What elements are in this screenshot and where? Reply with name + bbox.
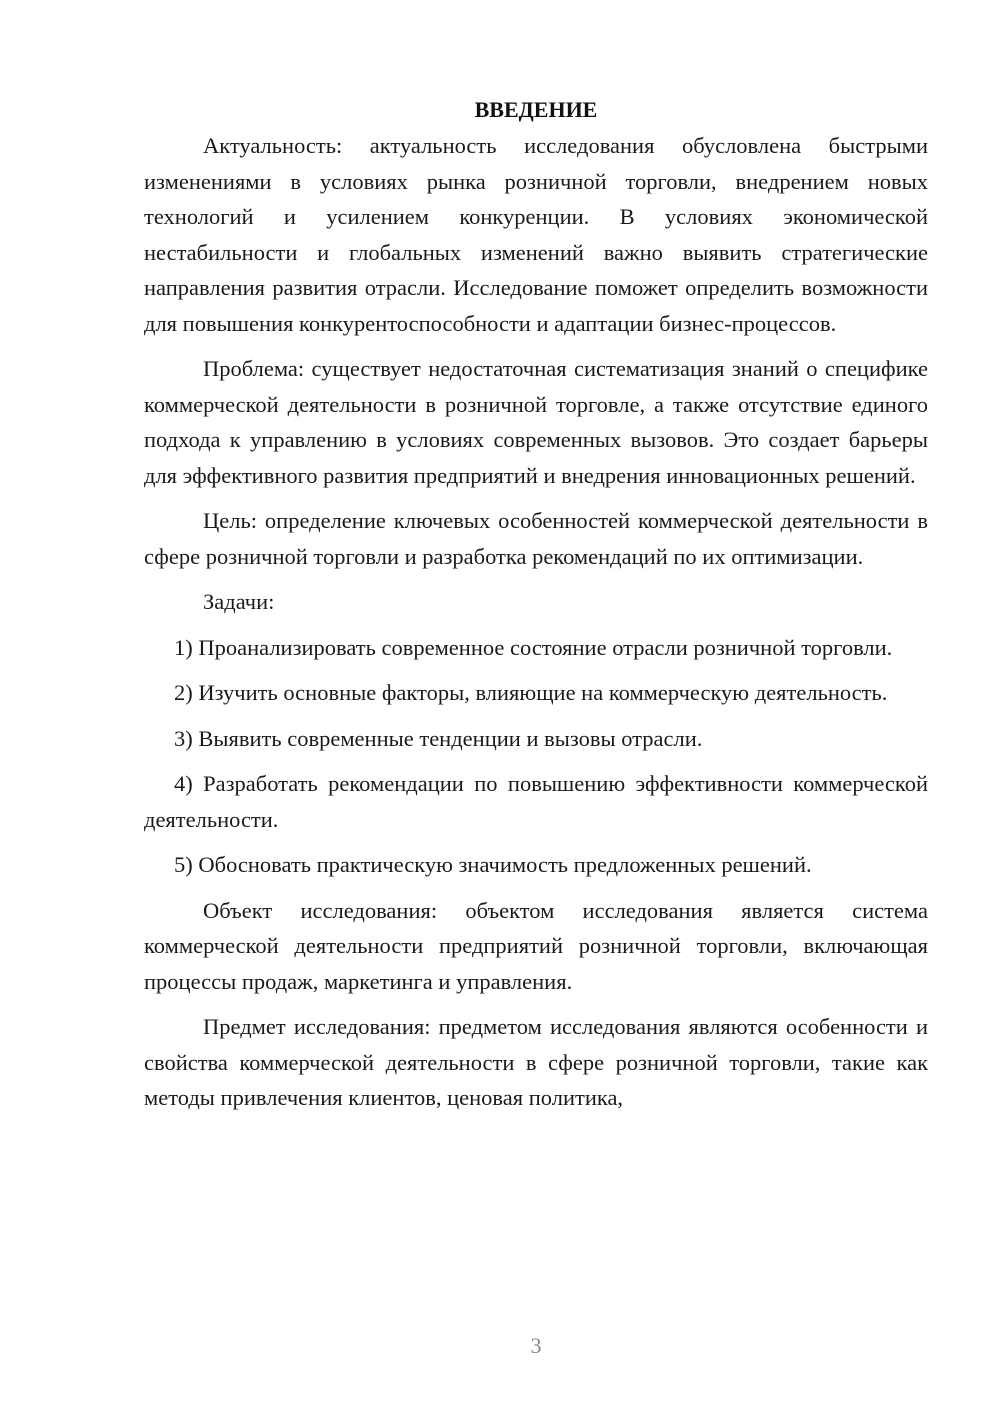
paragraph-problem: Проблема: существует недостаточная систематизация знаний о специфике коммерческой деятельности в розничной торговле, а также отсутствие единого подхода к управлению в условиях современных вызовов. Это создает барьеры для эффективного развития предприятий и внедрения инновационных решений. bbox=[144, 356, 928, 488]
paragraph-relevance: Актуальность: актуальность исследования обусловлена быстрыми изменениями в условиях рынка розничной торговли, внедрением новых технологий и усилением конкуренции. В условиях экономической нестабильности и глобальных изменений важно выявить стратегические направления развития отрасли. Исследование поможет определить возможности для повышения конкурентоспособности и адаптации бизнес-процессов. bbox=[144, 133, 928, 336]
section-heading: ВВЕДЕНИЕ bbox=[474, 97, 598, 122]
paragraph-object: Объект исследования: объектом исследования является система коммерческой деятельности предприятий розничной торговли, включающая процессы продаж, маркетинга и управления. bbox=[144, 897, 928, 994]
tasks-label: Задачи: bbox=[203, 589, 275, 614]
paragraph-subject: Предмет исследования: предметом исследования являются особенности и свойства коммерческой деятельности в сфере розничной торговли, такие как методы привлечения клиентов, ценовая политика, bbox=[144, 1014, 928, 1110]
paragraph-goal: Цель: определение ключевых особенностей коммерческой деятельности в сфере розничной торговли и разработка рекомендаций по их оптимизации. bbox=[144, 508, 928, 569]
task-item-3: 3) Выявить современные тенденции и вызовы отрасли. bbox=[174, 725, 703, 751]
page-number: 3 bbox=[530, 1333, 542, 1358]
task-item-4: 4) Разработать рекомендации по повышению эффективности коммерческой деятельности. bbox=[144, 771, 928, 832]
task-item-1: 1) Проанализировать современное состояние отрасли розничной торговли. bbox=[174, 634, 893, 660]
page-content bbox=[144, 92, 928, 1126]
task-item-2: 2) Изучить основные факторы, влияющие на коммерческую деятельность. bbox=[174, 680, 888, 705]
task-item-5: 5) Обосновать практическую значимость предложенных решений. bbox=[174, 852, 812, 877]
